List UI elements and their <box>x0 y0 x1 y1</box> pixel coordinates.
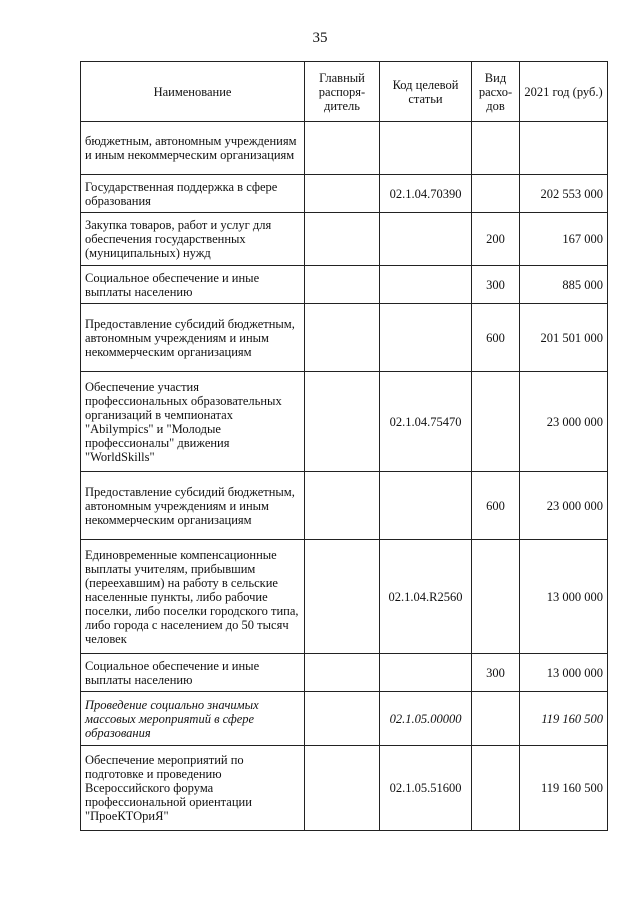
table-row <box>81 304 608 372</box>
table-row <box>81 122 608 175</box>
header-year: 2021 год (руб.) <box>520 62 608 122</box>
row-code-cell <box>380 122 472 175</box>
table-row <box>81 266 608 304</box>
row-kind-cell <box>472 540 520 654</box>
row-amount-cell: 13 000 000 <box>520 654 608 692</box>
row-manager-cell <box>305 746 380 831</box>
table-row <box>81 540 608 654</box>
row-manager-cell <box>305 175 380 213</box>
row-manager-cell <box>305 472 380 540</box>
table-row <box>81 692 608 746</box>
row-name-cell: Проведение социально значимых массовых мероприятий в сфере образования <box>81 692 305 746</box>
table-row <box>81 746 608 831</box>
row-kind-cell: 300 <box>472 266 520 304</box>
row-kind-cell <box>472 175 520 213</box>
row-name-cell: Закупка товаров, работ и услуг для обеспечения государственных (муниципальных) нужд <box>81 213 305 266</box>
row-name-cell: Предоставление субсидий бюджетным, автономным учреждениям и иным некоммерческим организациям <box>81 304 305 372</box>
row-amount-cell: 201 501 000 <box>520 304 608 372</box>
row-name-cell: Социальное обеспечение и иные выплаты населению <box>81 654 305 692</box>
budget-table <box>80 61 608 831</box>
table-row <box>81 372 608 472</box>
row-code-cell <box>380 472 472 540</box>
row-kind-cell <box>472 692 520 746</box>
table-body <box>81 122 608 831</box>
row-amount-cell: 119 160 500 <box>520 746 608 831</box>
row-kind-cell: 300 <box>472 654 520 692</box>
row-name-cell: Социальное обеспечение и иные выплаты населению <box>81 266 305 304</box>
row-amount-cell: 119 160 500 <box>520 692 608 746</box>
row-kind-cell <box>472 372 520 472</box>
row-manager-cell <box>305 654 380 692</box>
header-manager: Главный распоря-дитель <box>305 62 380 122</box>
row-name-cell: бюджетным, автономным учреждениям и иным некоммерческим организациям <box>81 122 305 175</box>
page-number: 35 <box>312 30 328 46</box>
row-manager-cell <box>305 122 380 175</box>
row-manager-cell <box>305 372 380 472</box>
row-amount-cell: 885 000 <box>520 266 608 304</box>
row-code-cell: 02.1.05.51600 <box>380 746 472 831</box>
row-code-cell: 02.1.05.00000 <box>380 692 472 746</box>
row-kind-cell: 600 <box>472 472 520 540</box>
row-name-cell: Предоставление субсидий бюджетным, автономным учреждениям и иным некоммерческим организациям <box>81 472 305 540</box>
row-manager-cell <box>305 692 380 746</box>
header-name: Наименование <box>81 62 305 122</box>
header-kind: Вид расхо-дов <box>472 62 520 122</box>
row-code-cell: 02.1.04.R2560 <box>380 540 472 654</box>
row-name-cell: Единовременные компенсационные выплаты учителям, прибывшим (переехавшим) на работу в сельские населенные пункты, либо рабочие поселки, либо поселки городского типа, либо города с населением до 50 тысяч человек <box>81 540 305 654</box>
table-header-row <box>81 62 608 122</box>
row-kind-cell <box>472 746 520 831</box>
row-manager-cell <box>305 266 380 304</box>
row-amount-cell: 23 000 000 <box>520 372 608 472</box>
row-manager-cell <box>305 304 380 372</box>
row-code-cell: 02.1.04.75470 <box>380 372 472 472</box>
row-manager-cell <box>305 213 380 266</box>
row-amount-cell: 13 000 000 <box>520 540 608 654</box>
row-manager-cell <box>305 540 380 654</box>
row-amount-cell: 202 553 000 <box>520 175 608 213</box>
row-code-cell <box>380 266 472 304</box>
row-amount-cell: 23 000 000 <box>520 472 608 540</box>
row-name-cell: Обеспечение мероприятий по подготовке и проведению Всероссийского форума профессиональной ориентации "ПроеКТОриЯ" <box>81 746 305 831</box>
row-code-cell: 02.1.04.70390 <box>380 175 472 213</box>
table-row <box>81 472 608 540</box>
row-name-cell: Государственная поддержка в сфере образования <box>81 175 305 213</box>
row-amount-cell: 167 000 <box>520 213 608 266</box>
row-amount-cell <box>520 122 608 175</box>
row-code-cell <box>380 213 472 266</box>
row-code-cell <box>380 304 472 372</box>
row-kind-cell: 200 <box>472 213 520 266</box>
table-row <box>81 175 608 213</box>
table-row <box>81 213 608 266</box>
row-kind-cell: 600 <box>472 304 520 372</box>
row-code-cell <box>380 654 472 692</box>
header-code: Код целевой статьи <box>380 62 472 122</box>
row-name-cell: Обеспечение участия профессиональных образовательных организаций в чемпионатах "Abilympics" и "Молодые профессионалы" движения "WorldSkills" <box>81 372 305 472</box>
table-row <box>81 654 608 692</box>
row-kind-cell <box>472 122 520 175</box>
